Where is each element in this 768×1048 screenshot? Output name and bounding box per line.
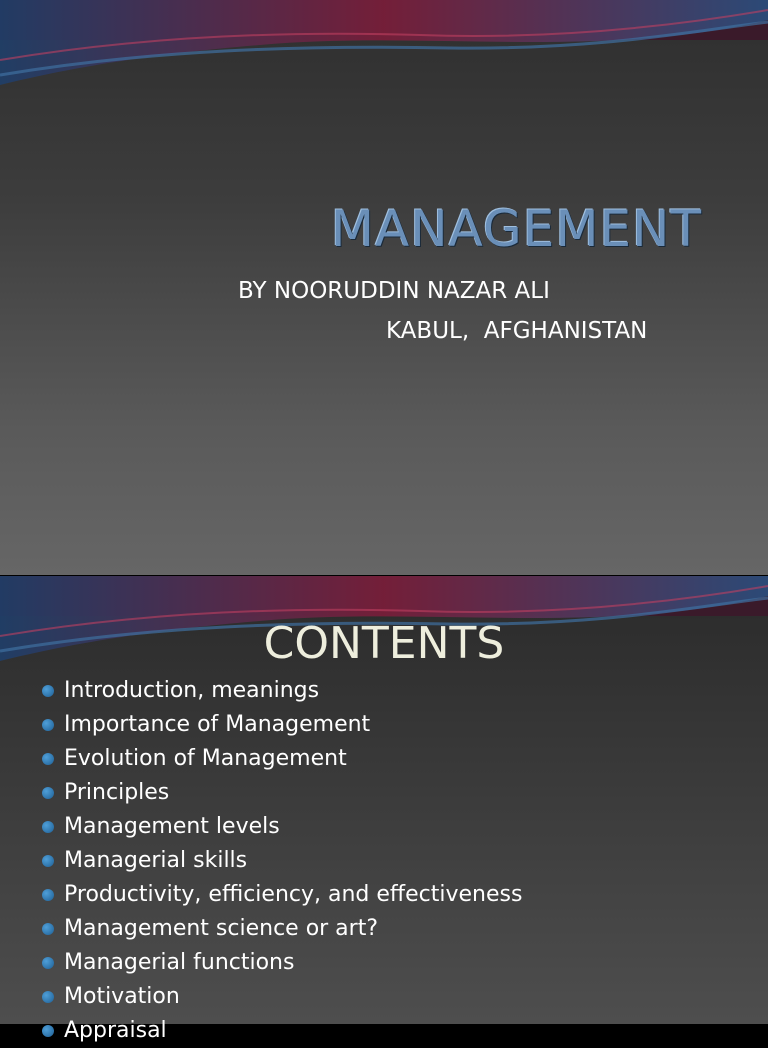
presentation-title: MANAGEMENT <box>330 200 702 258</box>
list-item <box>42 776 522 810</box>
bullet-icon <box>42 719 54 731</box>
author-line: BY NOORUDDIN NAZAR ALI <box>238 278 550 304</box>
contents-list <box>42 674 522 1048</box>
location-line: KABUL, AFGHANISTAN <box>386 318 648 344</box>
decorative-wave <box>0 0 768 110</box>
bullet-icon <box>42 1025 54 1037</box>
list-item-label: Introduction, meanings <box>64 678 320 703</box>
list-item <box>42 878 522 912</box>
list-item-label: Appraisal <box>64 1018 167 1043</box>
list-item-label: Evolution of Management <box>64 746 347 771</box>
list-item-label: Motivation <box>64 984 180 1009</box>
list-item-label: Managerial skills <box>64 848 248 873</box>
list-item-label: Importance of Management <box>64 712 371 737</box>
list-item <box>42 946 522 980</box>
list-item <box>42 674 522 708</box>
bullet-icon <box>42 889 54 901</box>
list-item <box>42 912 522 946</box>
bullet-icon <box>42 923 54 935</box>
bullet-icon <box>42 753 54 765</box>
list-item <box>42 810 522 844</box>
bullet-icon <box>42 957 54 969</box>
bullet-icon <box>42 991 54 1003</box>
list-item-label: Management science or art? <box>64 916 379 941</box>
list-item-label: Principles <box>64 780 170 805</box>
list-item <box>42 844 522 878</box>
list-item-label: Productivity, efficiency, and effectiveness <box>64 882 523 907</box>
list-item-label: Management levels <box>64 814 280 839</box>
bullet-icon <box>42 685 54 697</box>
bullet-icon <box>42 855 54 867</box>
list-item <box>42 1014 522 1048</box>
list-item <box>42 742 522 776</box>
list-item <box>42 708 522 742</box>
list-item-label: Managerial functions <box>64 950 295 975</box>
contents-slide <box>0 576 768 1043</box>
bullet-icon <box>42 821 54 833</box>
list-item <box>42 980 522 1014</box>
bullet-icon <box>42 787 54 799</box>
contents-title: CONTENTS <box>263 618 505 669</box>
